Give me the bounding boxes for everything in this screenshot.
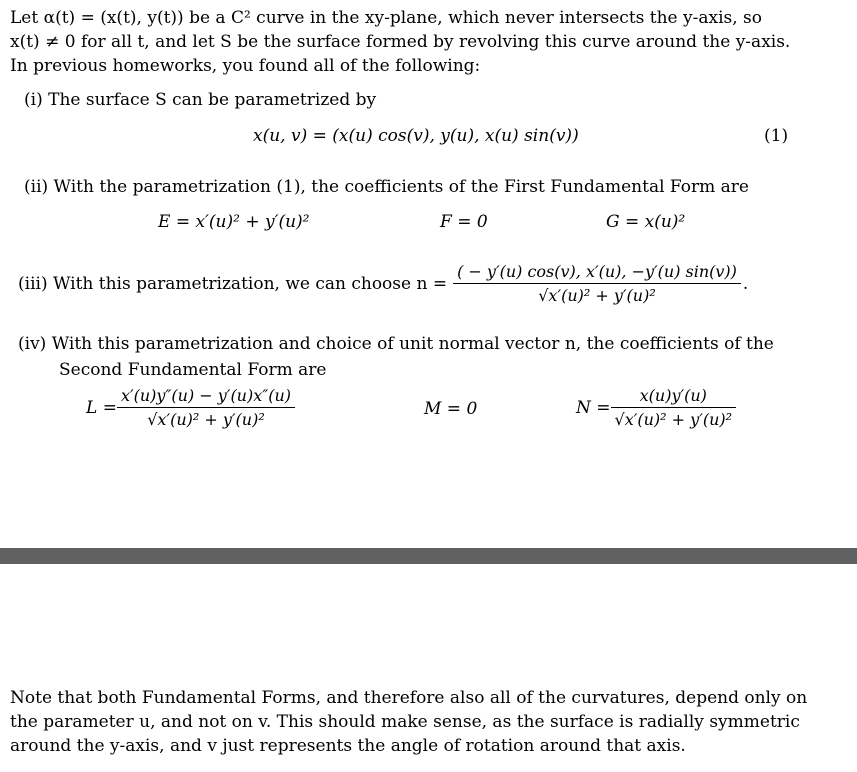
- coefficient-L-numerator: x′(u)y″(u) − y′(u)x″(u): [117, 386, 295, 408]
- item-iv-label: [18, 331, 774, 383]
- item-ii-label: (ii) With the parametrization (1), the coefficients of the First Fundamental Form are: [24, 177, 749, 197]
- note-line: the parameter u, and not on v. This should make sense, as the surface is radially symmetric: [10, 712, 800, 732]
- coefficient-F: F = 0: [440, 212, 488, 232]
- equation-number: (1): [764, 126, 789, 146]
- item-iii-label: (iii) With this parametrization, we can choose n =: [18, 273, 448, 294]
- coefficient-N-fraction: [611, 386, 737, 429]
- coefficient-L-lhs: L =: [86, 397, 117, 418]
- item-iv-label-line: (iv) With this parametrization and choice of unit normal vector n, the coefficients of the: [18, 334, 774, 354]
- parametrization-equation: x(u, v) = (x(u) cos(v), y(u), x(u) sin(v)): [253, 126, 579, 146]
- item-iv-label-line: Second Fundamental Form are: [59, 360, 327, 380]
- coefficient-L-fraction: [117, 386, 295, 429]
- coefficient-L: [86, 386, 295, 429]
- note-line: Note that both Fundamental Forms, and therefore also all of the curvatures, depend only on: [10, 688, 808, 708]
- coefficient-N-denominator: √x′(u)² + y′(u)²: [614, 410, 733, 429]
- intro-paragraph: [10, 6, 820, 78]
- intro-line: In previous homeworks, you found all of the following:: [10, 56, 481, 76]
- coefficient-E: E = x′(u)² + y′(u)²: [158, 212, 310, 232]
- coefficient-N: [576, 386, 736, 429]
- item-iii-row: [18, 262, 748, 305]
- intro-line: x(t) ≠ 0 for all t, and let S be the surface formed by revolving this curve around the y-axis.: [10, 32, 791, 52]
- intro-line: Let α(t) = (x(t), y(t)) be a C² curve in the xy-plane, which never intersects the y-axis, so: [10, 8, 763, 28]
- normal-vector-fraction: [453, 262, 741, 305]
- coefficient-M: M = 0: [424, 399, 478, 419]
- period: .: [742, 273, 749, 294]
- normal-vector-numerator: ( − y′(u) cos(v), x′(u), −y′(u) sin(v)): [453, 262, 741, 284]
- coefficient-L-denominator: √x′(u)² + y′(u)²: [147, 410, 265, 429]
- item-i-label: (i) The surface S can be parametrized by: [24, 90, 377, 110]
- coefficient-N-numerator: x(u)y′(u): [611, 386, 737, 408]
- screenshot-divider: [0, 548, 857, 564]
- normal-vector-denominator: √x′(u)² + y′(u)²: [538, 286, 656, 305]
- coefficient-N-lhs: N =: [576, 397, 611, 418]
- note-paragraph: [10, 686, 820, 758]
- note-line: around the y-axis, and v just represents the angle of rotation around that axis.: [10, 736, 686, 756]
- coefficient-G: G = x(u)²: [606, 212, 686, 232]
